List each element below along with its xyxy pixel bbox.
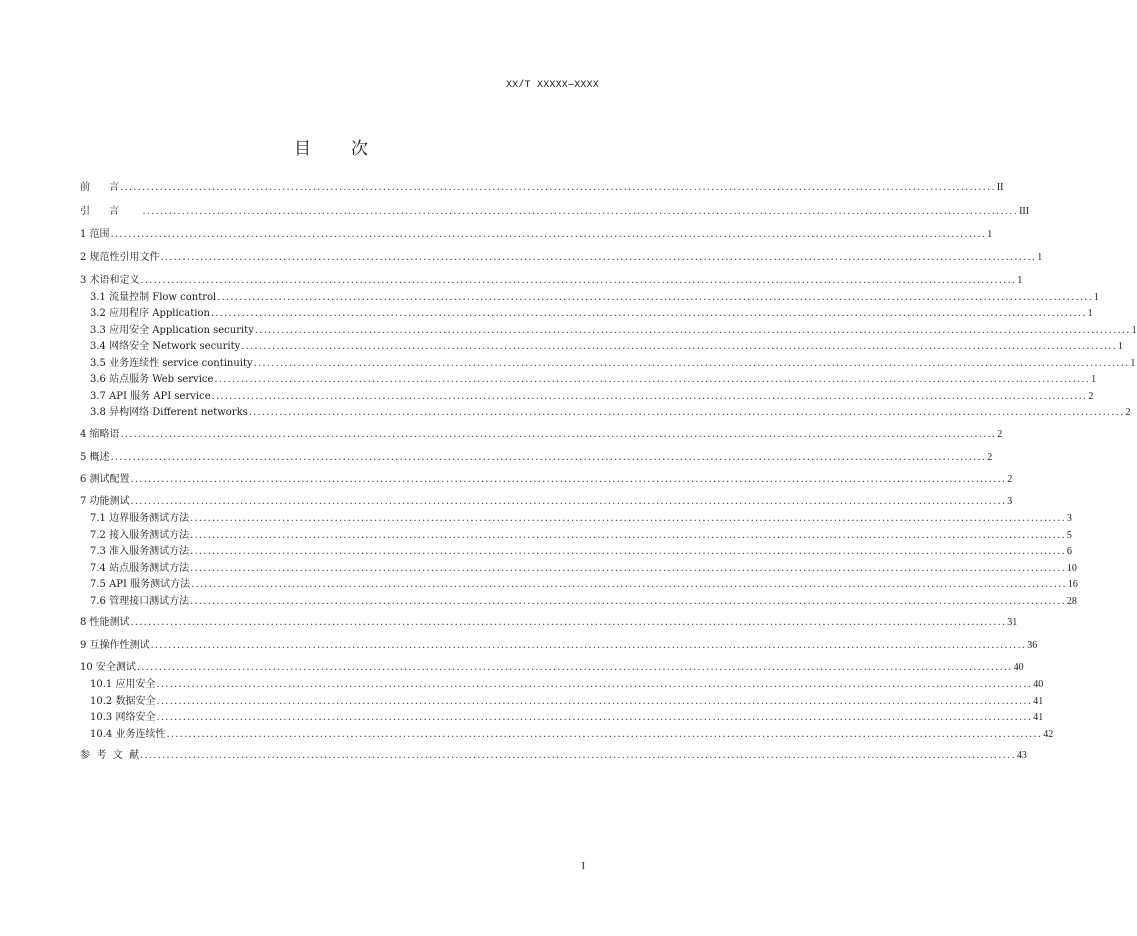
toc-entry-page: 2 <box>997 429 1003 440</box>
toc-leader-dots: ........................................................................................................................................................................................................ <box>130 617 1007 628</box>
toc-entry-page: 1 <box>1131 325 1137 336</box>
page-number: I <box>581 861 585 872</box>
toc-subentry[interactable] <box>90 406 1131 420</box>
toc-entry-label: 3 术语和定义 <box>80 275 140 286</box>
toc-entry-label: 10.2 数据安全 <box>90 696 156 707</box>
toc-entry-label: 前 言 <box>80 182 120 193</box>
toc-subentry[interactable] <box>90 512 1072 526</box>
toc-leader-dots: ........................................................................................................................................................................................................ <box>130 496 1007 507</box>
toc-entry-label: 6 测试配置 <box>80 474 130 485</box>
toc-entry-label: 8 性能测试 <box>80 617 130 628</box>
toc-entry-label: 3.5 业务连续性 service continuity <box>90 358 253 369</box>
toc-leader-dots: ........................................................................................................................................................................................................ <box>156 679 1033 690</box>
toc-entry-page: 41 <box>1033 696 1044 707</box>
toc-entry[interactable] <box>80 616 1018 630</box>
toc-entry[interactable] <box>80 661 1024 675</box>
toc-entry-page: II <box>996 182 1004 193</box>
toc-entry-page: 3 <box>1066 513 1072 524</box>
toc-entry-page: 41 <box>1033 712 1044 723</box>
toc-entry-page: 1 <box>1091 374 1097 385</box>
toc-entry-page: 6 <box>1066 546 1072 557</box>
toc-entry-page: 2 <box>1088 391 1094 402</box>
toc-entry-page: 2 <box>1007 474 1013 485</box>
toc-entry[interactable] <box>80 251 1043 265</box>
document-code-header: XX/T XXXXX—XXXX <box>505 80 599 91</box>
toc-leader-dots: ........................................................................................................................................................................................................ <box>190 546 1066 557</box>
toc-entry[interactable] <box>80 205 1030 219</box>
page-title <box>0 134 662 159</box>
toc-leader-dots: ........................................................................................................................................................................................................ <box>156 712 1033 723</box>
toc-leader-dots: ........................................................................................................................................................................................................ <box>160 252 1037 263</box>
toc-entry[interactable] <box>80 749 1027 763</box>
toc-subentry[interactable] <box>90 562 1077 576</box>
toc-subentry[interactable] <box>90 357 1136 371</box>
toc-entry-label: 引 言 <box>80 206 142 217</box>
toc-subentry[interactable] <box>90 711 1044 725</box>
toc-entry-page: 16 <box>1067 579 1078 590</box>
toc-entry-page: 40 <box>1033 679 1044 690</box>
toc-entry-label: 3.1 流量控制 Flow control <box>90 292 217 303</box>
toc-leader-dots: ........................................................................................................................................................................................................ <box>166 729 1043 740</box>
toc-leader-dots: ........................................................................................................................................................................................................ <box>110 229 987 240</box>
toc-leader-dots: ........................................................................................................................................................................................................ <box>191 579 1067 590</box>
toc-leader-dots: ........................................................................................................................................................................................................ <box>253 358 1130 369</box>
toc-entry-page: 1 <box>1118 341 1124 352</box>
toc-subentry[interactable] <box>90 307 1093 321</box>
toc-leader-dots: ........................................................................................................................................................................................................ <box>211 391 1088 402</box>
toc-leader-dots: ........................................................................................................................................................................................................ <box>190 563 1066 574</box>
toc-subentry[interactable] <box>90 545 1072 559</box>
toc-entry-label: 7.4 站点服务测试方法 <box>90 563 190 574</box>
toc-subentry[interactable] <box>90 324 1137 338</box>
toc-entry-page: 1 <box>1130 358 1136 369</box>
toc-leader-dots: ........................................................................................................................................................................................................ <box>156 696 1033 707</box>
toc-entry-label: 3.7 API 服务 API service <box>90 391 211 402</box>
toc-subentry[interactable] <box>90 595 1077 609</box>
toc-leader-dots: ........................................................................................................................................................................................................ <box>214 374 1091 385</box>
toc-leader-dots: ........................................................................................................................................................................................................ <box>248 407 1125 418</box>
toc-subentry[interactable] <box>90 340 1124 354</box>
toc-entry-page: 2 <box>1125 407 1131 418</box>
toc-entry-label: 7.5 API 服务测试方法 <box>90 579 191 590</box>
toc-leader-dots: ........................................................................................................................................................................................................ <box>190 513 1066 524</box>
toc-entry[interactable] <box>80 228 993 242</box>
toc-subentry[interactable] <box>90 529 1072 543</box>
toc-subentry[interactable] <box>90 678 1044 692</box>
toc-entry-page: 10 <box>1066 563 1077 574</box>
toc-entry-label: 5 概述 <box>80 452 110 463</box>
toc-leader-dots: ........................................................................................................................................................................................................ <box>190 530 1066 541</box>
toc-entry-page: 5 <box>1066 530 1072 541</box>
toc-leader-dots: ........................................................................................................................................................................................................ <box>120 182 996 193</box>
toc-entry-label: 3.8 异构网络 Different networks <box>90 407 248 418</box>
toc-entry-label: 3.2 应用程序 Application <box>90 308 210 319</box>
toc-entry-label: 10 安全测试 <box>80 662 136 673</box>
toc-entry[interactable] <box>80 451 993 465</box>
toc-entry-label: 4 缩略语 <box>80 429 120 440</box>
title-char-2: 次 <box>351 139 368 159</box>
toc-entry-label: 参 考 文 献 <box>80 750 140 761</box>
toc-leader-dots: ........................................................................................................................................................................................................ <box>140 750 1016 761</box>
title-char-1: 目 <box>294 139 311 159</box>
toc-subentry[interactable] <box>90 291 1099 305</box>
toc-leader-dots: ........................................................................................................................................................................................................ <box>120 429 997 440</box>
toc-entry-label: 10.3 网络安全 <box>90 712 156 723</box>
toc-leader-dots: ........................................................................................................................................................................................................ <box>254 325 1131 336</box>
toc-leader-dots: ........................................................................................................................................................................................................ <box>241 341 1118 352</box>
toc-entry-label: 3.3 应用安全 Application security <box>90 325 254 336</box>
toc-subentry[interactable] <box>90 578 1078 592</box>
toc-entry-label: 7.1 边界服务测试方法 <box>90 513 190 524</box>
toc-entry-page: 42 <box>1043 729 1054 740</box>
toc-entry-label: 3.6 站点服务 Web service <box>90 374 214 385</box>
toc-entry-label: 3.4 网络安全 Network security <box>90 341 241 352</box>
toc-entry[interactable] <box>80 639 1038 653</box>
toc-entry-page: 1 <box>1087 308 1093 319</box>
toc-entry-label: 10.1 应用安全 <box>90 679 156 690</box>
toc-entry-page: 43 <box>1016 750 1027 761</box>
toc-entry-label: 7.3 准入服务测试方法 <box>90 546 190 557</box>
toc-subentry[interactable] <box>90 390 1094 404</box>
toc-leader-dots: ........................................................................................................................................................................................................ <box>110 452 987 463</box>
toc-entry-label: 10.4 业务连续性 <box>90 729 166 740</box>
toc-entry-label: 2 规范性引用文件 <box>80 252 160 263</box>
toc-entry-page: 2 <box>987 452 993 463</box>
toc-entry-page: 3 <box>1007 496 1013 507</box>
toc-leader-dots: ........................................................................................................................................................................................................ <box>217 292 1093 303</box>
toc-subentry[interactable] <box>90 728 1054 742</box>
toc-entry[interactable] <box>80 473 1013 487</box>
toc-entry[interactable] <box>80 181 1004 195</box>
toc-subentry[interactable] <box>90 695 1044 709</box>
toc-entry-label: 9 互操作性测试 <box>80 640 150 651</box>
toc-entry-label: 7.6 管理接口测试方法 <box>90 596 190 607</box>
toc-entry-page: 40 <box>1013 662 1024 673</box>
toc-entry-page: 1 <box>1017 275 1023 286</box>
toc-leader-dots: ........................................................................................................................................................................................................ <box>190 596 1066 607</box>
toc-leader-dots: ........................................................................................................................................................................................................ <box>210 308 1087 319</box>
toc-entry[interactable] <box>80 495 1013 509</box>
toc-leader-dots: ........................................................................................................................................................................................................ <box>150 640 1027 651</box>
toc-entry-label: 7 功能测试 <box>80 496 130 507</box>
toc-leader-dots: ........................................................................................................................................................................................................ <box>142 206 1019 217</box>
toc-subentry[interactable] <box>90 373 1097 387</box>
toc-entry-page: 36 <box>1027 640 1038 651</box>
toc-entry-page: 1 <box>987 229 993 240</box>
toc-leader-dots: ........................................................................................................................................................................................................ <box>130 474 1007 485</box>
toc-entry-page: 28 <box>1066 596 1077 607</box>
toc-leader-dots: ........................................................................................................................................................................................................ <box>136 662 1013 673</box>
toc-entry[interactable] <box>80 428 1003 442</box>
toc-entry-label: 1 范围 <box>80 229 110 240</box>
toc-entry-label: 7.2 接入服务测试方法 <box>90 530 190 541</box>
toc-entry-page: III <box>1019 206 1030 217</box>
toc-entry-page: 1 <box>1037 252 1043 263</box>
toc-entry-page: 1 <box>1094 292 1099 303</box>
toc-leader-dots: ........................................................................................................................................................................................................ <box>140 275 1017 286</box>
toc-entry[interactable] <box>80 274 1023 288</box>
toc-entry-page: 31 <box>1007 617 1018 628</box>
